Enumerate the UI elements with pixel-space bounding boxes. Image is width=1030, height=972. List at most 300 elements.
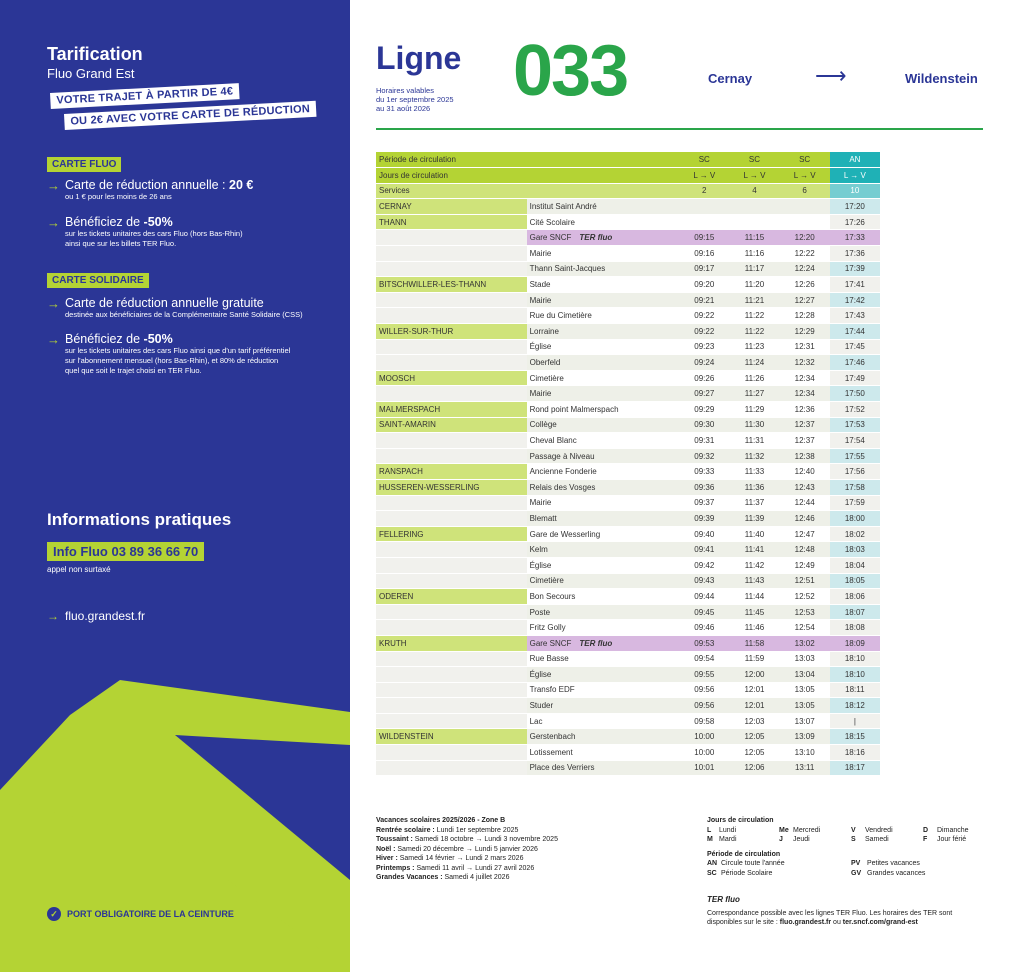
time-cell: 09:29 [679, 402, 729, 418]
commune-cell: MALMERSPACH [376, 402, 527, 418]
stop-name: Gare de Wesserling [529, 529, 601, 539]
time-cell: 11:59 [729, 651, 779, 667]
header-periode-value: SC [729, 152, 779, 168]
header-periode-value: AN [830, 152, 880, 168]
commune-cell: SAINT-AMARIN [376, 417, 527, 433]
stop-name: Rue du Cimetière [529, 311, 592, 321]
time-cell: 12:05 [729, 729, 779, 745]
commune-cell [376, 557, 527, 573]
time-cell: 17:50 [830, 386, 880, 402]
time-cell [729, 199, 779, 215]
time-cell: 10:00 [679, 729, 729, 745]
holiday-key: Noël : [376, 845, 398, 853]
time-cell: 18:12 [830, 698, 880, 714]
time-cell: 12:24 [780, 261, 830, 277]
time-cell: 09:54 [679, 651, 729, 667]
stop-cell [527, 402, 680, 418]
legend-code: V [851, 826, 856, 834]
commune-cell: ODEREN [376, 589, 527, 605]
time-cell: 11:45 [729, 604, 779, 620]
table-row [376, 635, 880, 651]
time-cell: 12:22 [780, 246, 830, 262]
legend-code: GV [851, 869, 862, 877]
time-cell: 11:22 [729, 308, 779, 324]
time-cell: 12:47 [780, 526, 830, 542]
commune-cell [376, 667, 527, 683]
item-bold: -50% [143, 332, 173, 346]
info-phone[interactable]: Info Fluo 03 89 36 66 70 [47, 542, 204, 561]
legend-code: M [707, 836, 713, 843]
ter-fluo-logo: TER fluo [579, 233, 613, 243]
stop-name: Gare SNCF [529, 233, 572, 243]
stop-cell [527, 433, 680, 449]
time-cell: 17:55 [830, 448, 880, 464]
time-cell: 09:53 [679, 635, 729, 651]
time-cell: 17:59 [830, 495, 880, 511]
commune-cell [376, 698, 527, 714]
pricing-subtitle: Fluo Grand Est [47, 66, 135, 81]
stop-name: Transfo EDF [529, 685, 575, 695]
ter-link-sncf[interactable]: ter.sncf.com/grand-est [842, 919, 918, 926]
destination-stop: Wildenstein [905, 71, 978, 86]
table-row [376, 682, 880, 698]
legend-meaning: Dimanche [937, 826, 969, 834]
stop-name: Mairie [529, 248, 552, 258]
time-cell: 12:03 [729, 713, 779, 729]
time-cell: 18:07 [830, 604, 880, 620]
item-bold: 20 € [229, 178, 254, 192]
school-holidays [376, 816, 558, 883]
table-row [376, 526, 880, 542]
time-cell: 12:43 [780, 479, 830, 495]
time-cell: 13:09 [780, 729, 830, 745]
arrow-icon: → [47, 609, 59, 623]
item-head: Bénéficiez de [65, 215, 144, 229]
item-small: ainsi que sur les billets TER Fluo. [65, 239, 177, 248]
time-cell: 18:08 [830, 620, 880, 636]
table-row [376, 402, 880, 418]
time-cell: 17:53 [830, 417, 880, 433]
table-row [376, 698, 880, 714]
time-cell: 09:26 [679, 370, 729, 386]
time-cell: 10:01 [679, 760, 729, 776]
time-cell: | [830, 713, 880, 729]
carte-solidaire-item-1 [47, 296, 337, 320]
stop-name: Lac [529, 716, 543, 726]
carte-solidaire-badge: CARTE SOLIDAIRE [47, 273, 149, 288]
arrow-icon: → [47, 296, 60, 311]
table-row [376, 292, 880, 308]
stop-cell [527, 713, 680, 729]
time-cell: 13:05 [780, 698, 830, 714]
stop-cell [527, 495, 680, 511]
header-jours-row [376, 168, 880, 184]
item-head: Bénéficiez de [65, 332, 144, 346]
stop-cell [527, 292, 680, 308]
stop-name: Stade [529, 280, 551, 290]
time-cell: 12:38 [780, 448, 830, 464]
time-cell: 17:44 [830, 324, 880, 340]
carte-fluo-item-1 [47, 178, 337, 202]
holiday-key: Grandes Vacances : [376, 874, 445, 881]
timetable [376, 152, 880, 776]
commune-cell: THANN [376, 214, 527, 230]
stop-cell [527, 651, 680, 667]
holiday-line [376, 873, 558, 883]
table-row [376, 760, 880, 776]
table-row [376, 308, 880, 324]
holiday-key: Printemps : [376, 864, 417, 872]
stop-cell [527, 339, 680, 355]
stop-name: Mairie [529, 498, 552, 508]
stop-name: Cimetière [529, 576, 564, 586]
time-cell: 11:44 [729, 589, 779, 605]
commune-cell: CERNAY [376, 199, 527, 215]
validity-line: Horaires valables [376, 86, 434, 95]
table-row [376, 386, 880, 402]
time-cell: 09:32 [679, 448, 729, 464]
legend-meaning: Grandes vacances [867, 869, 926, 877]
time-cell: 09:17 [679, 261, 729, 277]
time-cell: 11:23 [729, 339, 779, 355]
table-row [376, 557, 880, 573]
time-cell: 18:11 [830, 682, 880, 698]
time-cell: 09:20 [679, 277, 729, 293]
time-cell: 11:58 [729, 635, 779, 651]
time-cell: 09:45 [679, 604, 729, 620]
time-cell: 12:52 [780, 589, 830, 605]
carte-fluo-item-2 [47, 215, 337, 249]
legend-meaning: Petites vacances [867, 860, 920, 867]
time-cell: 09:30 [679, 417, 729, 433]
time-cell: 09:33 [679, 464, 729, 480]
stop-cell [527, 698, 680, 714]
time-cell: 09:27 [679, 386, 729, 402]
time-cell [679, 214, 729, 230]
arrow-icon: → [47, 215, 60, 230]
website-text[interactable]: fluo.grandest.fr [65, 609, 146, 623]
commune-cell [376, 230, 527, 246]
legend-meaning: Période Scolaire [721, 869, 773, 877]
time-cell: 11:32 [729, 448, 779, 464]
time-cell: 11:22 [729, 324, 779, 340]
ter-text: Correspondance possible avec les lignes TER Fluo. Les horaires des TER sont [707, 909, 953, 917]
time-cell: 11:33 [729, 464, 779, 480]
time-cell: 11:42 [729, 557, 779, 573]
stop-name: Gare SNCF [529, 638, 572, 648]
time-cell: 09:22 [679, 308, 729, 324]
legend-meaning: Mercredi [793, 826, 821, 834]
time-cell [679, 199, 729, 215]
stop-name: Place des Verriers [529, 763, 595, 773]
table-row [376, 261, 880, 277]
commune-cell: MOOSCH [376, 370, 527, 386]
legend-code: L [707, 826, 712, 834]
header-divider [376, 128, 983, 130]
table-row [376, 573, 880, 589]
time-cell: 13:02 [780, 635, 830, 651]
ter-fluo-logo: TER fluo [579, 638, 613, 648]
commune-cell: HUSSEREN-WESSERLING [376, 479, 527, 495]
stop-cell [527, 635, 680, 651]
time-cell: 12:27 [780, 292, 830, 308]
stop-name: Ancienne Fonderie [529, 467, 597, 477]
stop-cell [527, 464, 680, 480]
commune-cell: KRUTH [376, 635, 527, 651]
commune-cell [376, 448, 527, 464]
stop-cell [527, 542, 680, 558]
commune-cell [376, 542, 527, 558]
item-head: Carte de réduction annuelle : [65, 178, 229, 192]
stop-cell [527, 308, 680, 324]
legend-code: AN [707, 860, 718, 867]
promo-tag-1: VOTRE TRAJET À PARTIR DE 4€ [50, 83, 240, 109]
time-cell: 12:54 [780, 620, 830, 636]
seatbelt-notice [47, 907, 234, 921]
holiday-key: Hiver : [376, 855, 400, 862]
ter-text-2 [707, 918, 977, 928]
stop-name: Lotissement [529, 747, 573, 757]
time-cell: 18:10 [830, 651, 880, 667]
holiday-value: Samedi 11 avril → Lundi 27 avril 2026 [416, 864, 535, 872]
item-small: ou 1 € pour les moins de 26 ans [65, 192, 172, 201]
time-cell: 17:45 [830, 339, 880, 355]
table-row [376, 324, 880, 340]
info-title: Informations pratiques [47, 510, 232, 529]
ter-text: disponibles sur le site : [707, 919, 780, 926]
time-cell: 11:27 [729, 386, 779, 402]
holiday-line [376, 864, 558, 874]
table-row [376, 511, 880, 527]
commune-cell [376, 433, 527, 449]
website-link[interactable] [47, 609, 145, 623]
time-cell [780, 214, 830, 230]
time-cell: 12:29 [780, 324, 830, 340]
time-cell: 09:22 [679, 324, 729, 340]
commune-cell [376, 246, 527, 262]
time-cell: 09:36 [679, 479, 729, 495]
time-cell: 11:36 [729, 479, 779, 495]
info-note: appel non surtaxé [47, 565, 111, 574]
time-cell: 09:46 [679, 620, 729, 636]
stop-name: Bon Secours [529, 591, 576, 601]
stop-name: Collège [529, 420, 557, 430]
stop-name: Institut Saint André [529, 202, 597, 212]
header-services-value: 2 [679, 183, 729, 199]
time-cell [780, 199, 830, 215]
stop-name: Mairie [529, 389, 552, 399]
commune-cell: WILLER-SUR-THUR [376, 324, 527, 340]
stop-name: Église [529, 560, 552, 570]
commune-cell: BITSCHWILLER-LES-THANN [376, 277, 527, 293]
legend-code: D [923, 826, 929, 834]
promo-tag-2: OU 2€ AVEC VOTRE CARTE DE RÉDUCTION [64, 101, 316, 130]
table-row [376, 713, 880, 729]
legend-meaning: Lundi [719, 826, 737, 834]
time-cell: 17:42 [830, 292, 880, 308]
time-cell: 11:46 [729, 620, 779, 636]
legend-jours-title: Jours de circulation [707, 817, 774, 824]
origin-stop: Cernay [708, 71, 753, 86]
arrow-icon: → [47, 332, 60, 347]
stop-cell [527, 620, 680, 636]
commune-cell [376, 760, 527, 776]
stop-cell [527, 745, 680, 761]
time-cell: 12:34 [780, 370, 830, 386]
validity-line: du 1er septembre 2025 [376, 95, 454, 104]
commune-cell [376, 573, 527, 589]
time-cell: 18:02 [830, 526, 880, 542]
pricing-panel [0, 0, 350, 972]
item-small: destinée aux bénéficiaires de la Complémentaire Santé Solidaire (CSS) [65, 310, 303, 319]
table-row [376, 246, 880, 262]
time-cell: 10:00 [679, 745, 729, 761]
stop-name: Cité Scolaire [529, 217, 575, 227]
time-cell: 18:15 [830, 729, 880, 745]
holiday-line [376, 835, 558, 845]
time-cell: 12:37 [780, 417, 830, 433]
ter-link-fluo[interactable]: fluo.grandest.fr [779, 919, 832, 926]
time-cell: 12:01 [729, 682, 779, 698]
time-cell: 12:51 [780, 573, 830, 589]
holiday-key: Toussaint : [376, 836, 415, 843]
time-cell: 12:40 [780, 464, 830, 480]
time-cell: 11:20 [729, 277, 779, 293]
commune-cell [376, 713, 527, 729]
table-row [376, 370, 880, 386]
time-cell: 11:41 [729, 542, 779, 558]
legend [707, 816, 985, 878]
time-cell: 13:11 [780, 760, 830, 776]
commune-cell [376, 495, 527, 511]
stop-cell [527, 511, 680, 527]
legend-meaning: Circule toute l'année [721, 860, 785, 867]
time-cell: 12:46 [780, 511, 830, 527]
time-cell: 12:05 [729, 745, 779, 761]
time-cell: 09:58 [679, 713, 729, 729]
stop-name: Studer [529, 701, 554, 711]
commune-cell [376, 651, 527, 667]
time-cell: 13:05 [780, 682, 830, 698]
time-cell: 09:44 [679, 589, 729, 605]
stop-cell [527, 386, 680, 402]
time-cell: 13:10 [780, 745, 830, 761]
stop-name: Relais des Vosges [529, 482, 596, 492]
time-cell: 11:43 [729, 573, 779, 589]
time-cell: 17:39 [830, 261, 880, 277]
table-row [376, 417, 880, 433]
table-row [376, 433, 880, 449]
commune-cell [376, 261, 527, 277]
stop-name: Cimetière [529, 373, 564, 383]
table-row [376, 620, 880, 636]
stop-name: Gerstenbach [529, 732, 576, 742]
carte-solidaire-item-2 [47, 332, 337, 376]
stop-name: Lorraine [529, 326, 559, 336]
time-cell: 11:26 [729, 370, 779, 386]
stop-cell [527, 246, 680, 262]
stop-name: Blematt [529, 513, 557, 523]
holiday-line [376, 854, 558, 864]
stop-cell [527, 448, 680, 464]
commune-cell [376, 339, 527, 355]
seatbelt-icon: ✓ [47, 907, 61, 921]
commune-cell: FELLERING [376, 526, 527, 542]
stop-name: Oberfeld [529, 358, 561, 368]
stop-cell [527, 526, 680, 542]
header-services-row [376, 183, 880, 199]
carte-fluo-badge: CARTE FLUO [47, 157, 121, 172]
legend-meaning: Jour férié [937, 836, 967, 843]
time-cell: 12:32 [780, 355, 830, 371]
time-cell: 09:21 [679, 292, 729, 308]
stop-cell [527, 667, 680, 683]
item-small: sur les tickets unitaires des cars Fluo (hors Bas-Rhin) [65, 229, 243, 238]
table-row [376, 542, 880, 558]
commune-cell [376, 308, 527, 324]
table-row [376, 339, 880, 355]
time-cell: 09:24 [679, 355, 729, 371]
commune-cell [376, 292, 527, 308]
time-cell: 13:07 [780, 713, 830, 729]
stop-name: Kelm [529, 545, 548, 555]
time-cell: 12:31 [780, 339, 830, 355]
time-cell: 17:56 [830, 464, 880, 480]
table-row [376, 745, 880, 761]
green-decorative-shape [0, 0, 350, 972]
stop-cell [527, 324, 680, 340]
legend-code: S [851, 836, 856, 843]
table-row [376, 495, 880, 511]
header-services-value: 10 [830, 183, 880, 199]
time-cell: 18:09 [830, 635, 880, 651]
pricing-title: Tarification [47, 44, 143, 64]
legend-code: F [923, 836, 928, 843]
header-jours-label: Jours de circulation [376, 168, 679, 184]
header-services-value: 6 [780, 183, 830, 199]
table-row [376, 667, 880, 683]
legend-code: SC [707, 869, 717, 877]
time-cell: 09:55 [679, 667, 729, 683]
stop-cell [527, 604, 680, 620]
time-cell: 09:37 [679, 495, 729, 511]
table-row [376, 729, 880, 745]
table-row [376, 479, 880, 495]
time-cell: 11:16 [729, 246, 779, 262]
holiday-value: Samedi 14 février → Lundi 2 mars 2026 [399, 855, 524, 862]
time-cell: 18:16 [830, 745, 880, 761]
commune-cell: RANSPACH [376, 464, 527, 480]
time-cell: 17:46 [830, 355, 880, 371]
holiday-line [376, 845, 558, 855]
time-cell: 09:42 [679, 557, 729, 573]
time-cell: 11:31 [729, 433, 779, 449]
table-row [376, 448, 880, 464]
holiday-value: Lundi 1er septembre 2025 [436, 826, 519, 834]
time-cell [729, 214, 779, 230]
time-cell: 12:37 [780, 433, 830, 449]
table-row [376, 464, 880, 480]
time-cell: 17:41 [830, 277, 880, 293]
time-cell: 17:58 [830, 479, 880, 495]
stop-cell [527, 682, 680, 698]
time-cell: 12:34 [780, 386, 830, 402]
time-cell: 11:17 [729, 261, 779, 277]
time-cell: 11:15 [729, 230, 779, 246]
time-cell: 18:04 [830, 557, 880, 573]
item-small: sur l'abonnement mensuel (hors Bas-Rhin), et 80% de réduction [65, 356, 279, 365]
legend-meaning: Samedi [865, 836, 889, 843]
